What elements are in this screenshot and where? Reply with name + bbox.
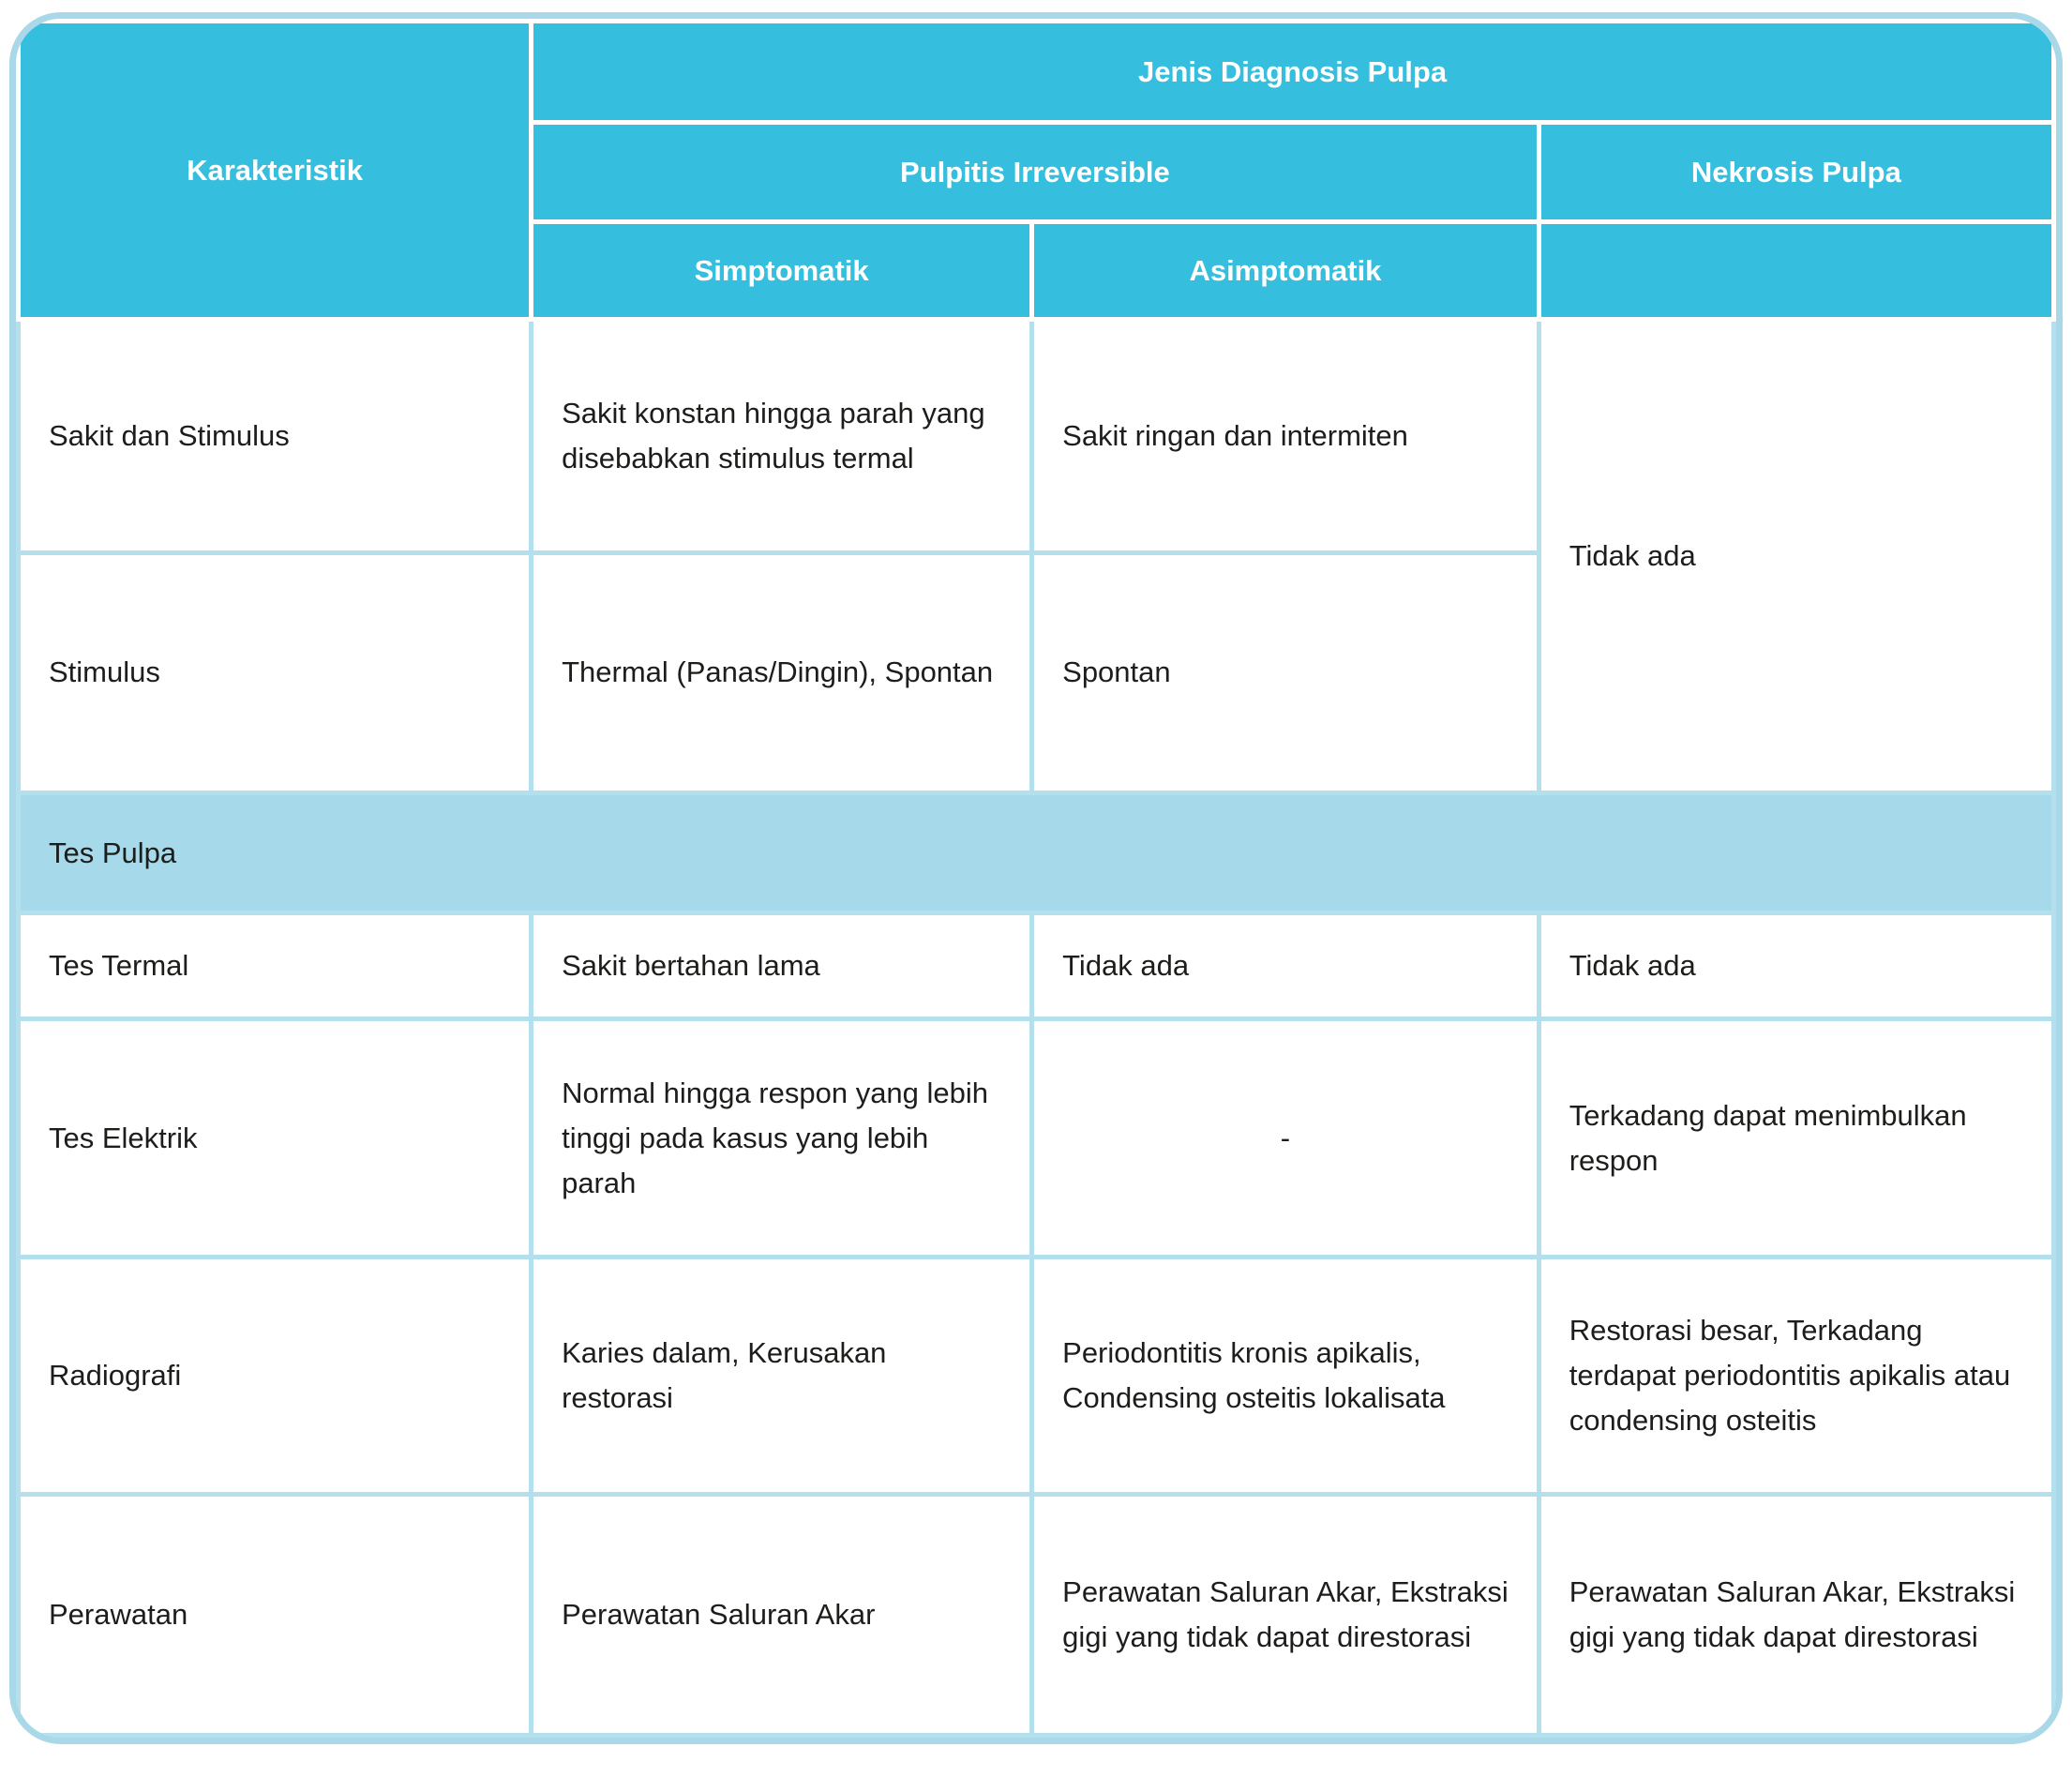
cell-termal-simptomatik: Sakit bertahan lama <box>532 912 1032 1018</box>
diagnosis-comparison-table <box>16 19 2056 1738</box>
row-label-stimulus: Stimulus <box>19 552 532 793</box>
cell-radiografi-nekrosis: Restorasi besar, Terkadang terdapat periodontitis apikalis atau condensing osteitis <box>1539 1257 2053 1495</box>
header-jenis-diagnosis-pulpa: Jenis Diagnosis Pulpa <box>532 22 2054 123</box>
section-label-tes-pulpa: Tes Pulpa <box>19 793 2054 912</box>
cell-sakit-asimptomatik: Sakit ringan dan intermiten <box>1032 320 1539 553</box>
table-row <box>19 1495 2054 1736</box>
cell-elektrik-simptomatik: Normal hingga respon yang lebih tinggi pada kasus yang lebih parah <box>532 1018 1032 1257</box>
cell-elektrik-nekrosis: Terkadang dapat menimbulkan respon <box>1539 1018 2053 1257</box>
header-nekrosis-pulpa: Nekrosis Pulpa <box>1539 123 2053 222</box>
cell-sakit-stimulus-nekrosis-merged: Tidak ada <box>1539 320 2053 793</box>
cell-radiografi-asimptomatik: Periodontitis kronis apikalis, Condensing osteitis lokalisata <box>1032 1257 1539 1495</box>
cell-termal-nekrosis: Tidak ada <box>1539 912 2053 1018</box>
cell-stimulus-asimptomatik: Spontan <box>1032 552 1539 793</box>
pulp-diagnosis-table <box>9 12 2063 1744</box>
cell-perawatan-asimptomatik: Perawatan Saluran Akar, Ekstraksi gigi yang tidak dapat direstorasi <box>1032 1495 1539 1736</box>
cell-elektrik-asimptomatik: - <box>1032 1018 1539 1257</box>
table-row <box>19 1257 2054 1495</box>
cell-perawatan-simptomatik: Perawatan Saluran Akar <box>532 1495 1032 1736</box>
row-label-tes-termal: Tes Termal <box>19 912 532 1018</box>
cell-perawatan-nekrosis: Perawatan Saluran Akar, Ekstraksi gigi yang tidak dapat direstorasi <box>1539 1495 2053 1736</box>
cell-termal-asimptomatik: Tidak ada <box>1032 912 1539 1018</box>
header-asimptomatik: Asimptomatik <box>1032 222 1539 320</box>
row-label-radiografi: Radiografi <box>19 1257 532 1495</box>
row-label-sakit-dan-stimulus: Sakit dan Stimulus <box>19 320 532 553</box>
table-row <box>19 1018 2054 1257</box>
row-label-tes-elektrik: Tes Elektrik <box>19 1018 532 1257</box>
cell-stimulus-simptomatik: Thermal (Panas/Dingin), Spontan <box>532 552 1032 793</box>
cell-radiografi-simptomatik: Karies dalam, Kerusakan restorasi <box>532 1257 1032 1495</box>
cell-sakit-simptomatik: Sakit konstan hingga parah yang disebabkan stimulus termal <box>532 320 1032 553</box>
header-nekrosis-empty-cell <box>1539 222 2053 320</box>
table-row <box>19 912 2054 1018</box>
row-label-perawatan: Perawatan <box>19 1495 532 1736</box>
table-row <box>19 320 2054 553</box>
header-simptomatik: Simptomatik <box>532 222 1032 320</box>
header-karakteristik: Karakteristik <box>19 22 532 320</box>
header-pulpitis-irreversible: Pulpitis Irreversible <box>532 123 1539 222</box>
section-row-tes-pulpa <box>19 793 2054 912</box>
